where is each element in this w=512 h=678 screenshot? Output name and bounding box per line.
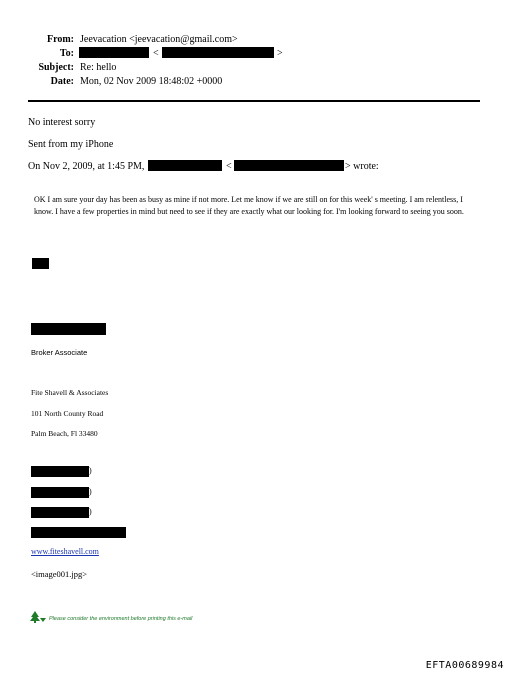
quoted-body: OK I am sure your day has been as busy as mine if not more. Let me know if we are still on for this week' s meeting. I am relentless, I know. I have a few properties in mind but need to see if they are exactly what our looking for. I'm looking forward to seeing you soon.: [34, 195, 464, 216]
subject-value: Re: hello: [80, 62, 117, 73]
redaction-block: [32, 258, 49, 269]
signature-address-line2: Palm Beach, Fl 33480: [31, 429, 98, 438]
environment-note: Please consider the environment before printing this e-mail: [49, 616, 193, 622]
to-label: To:: [59, 48, 74, 59]
to-bracket-close: >: [277, 48, 283, 59]
from-label: From:: [46, 34, 74, 45]
signature-company: Fite Shavell & Associates: [31, 388, 109, 397]
redaction-block: [234, 160, 344, 171]
reply-line: No interest sorry: [28, 117, 96, 128]
redaction-block: [31, 323, 106, 335]
signature-iphone: Sent from my iPhone: [28, 139, 114, 150]
to-bracket-open: <: [153, 48, 159, 59]
quote-attribution-suffix: > wrote:: [345, 161, 379, 172]
redaction-block: [148, 160, 222, 171]
date-label: Date:: [50, 76, 74, 87]
document-id: EFTA00689984: [425, 660, 504, 671]
subject-label: Subject:: [38, 62, 74, 73]
phone-paren: ): [89, 466, 92, 475]
redaction-block: [31, 487, 89, 498]
date-value: Mon, 02 Nov 2009 18:48:02 +0000: [80, 76, 223, 87]
redaction-block: [79, 47, 149, 58]
header-divider: [28, 100, 480, 102]
redaction-block: [31, 527, 126, 538]
website-link[interactable]: www.fiteshavell.com: [31, 547, 99, 556]
redaction-block: [31, 466, 89, 477]
redaction-block: [162, 47, 274, 58]
signature-address-line1: 101 North County Road: [31, 409, 104, 418]
from-value: Jeevacation <jeevacation@gmail.com>: [80, 34, 238, 45]
redaction-block: [31, 507, 89, 518]
attachment-reference: <image001.jpg>: [31, 569, 88, 579]
quote-bracket-open: <: [226, 161, 232, 172]
phone-paren: ): [89, 507, 92, 516]
phone-paren: ): [89, 487, 92, 496]
tree-icon: [30, 610, 46, 629]
signature-title: Broker Associate: [31, 348, 88, 357]
quote-attribution-prefix: On Nov 2, 2009, at 1:45 PM,: [28, 161, 145, 172]
